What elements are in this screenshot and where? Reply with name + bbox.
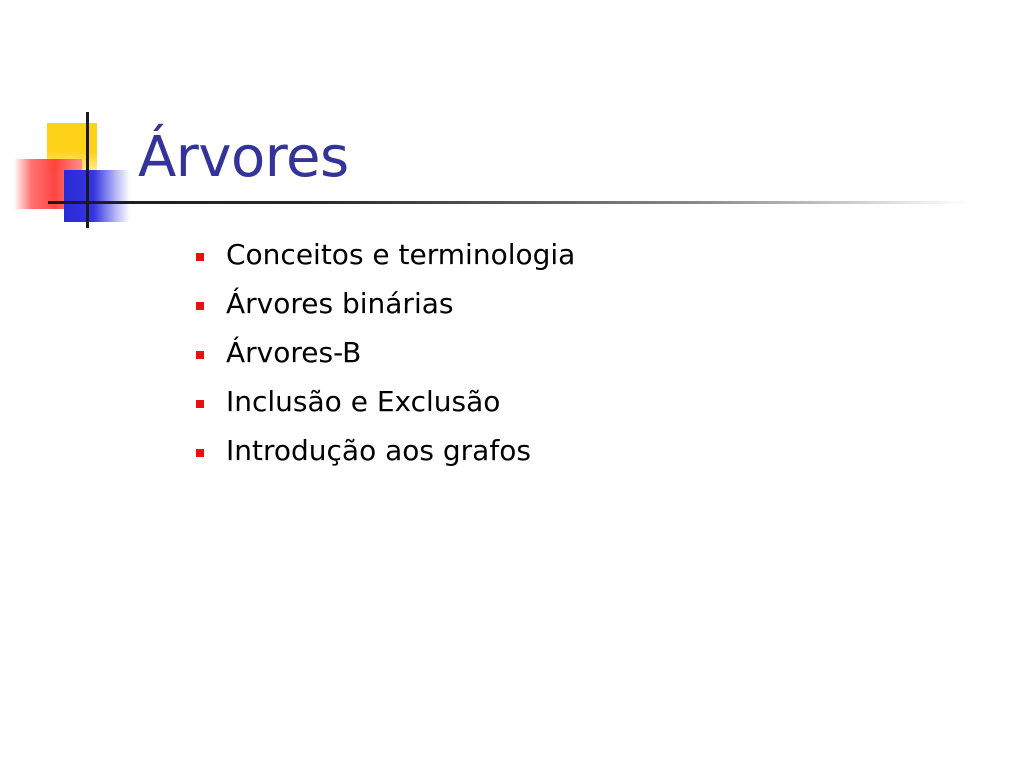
vertical-divider	[86, 112, 89, 228]
square-bullet-icon	[196, 253, 204, 261]
square-bullet-icon	[196, 302, 204, 310]
list-item	[196, 279, 575, 328]
list-item	[196, 230, 575, 279]
bullet-text: Árvores binárias	[226, 287, 454, 320]
list-item	[196, 328, 575, 377]
list-item	[196, 426, 575, 475]
square-bullet-icon	[196, 449, 204, 457]
bullet-text: Conceitos e terminologia	[226, 238, 576, 271]
square-bullet-icon	[196, 351, 204, 359]
blue-square-icon	[64, 170, 130, 222]
title-underline	[48, 201, 968, 204]
bullet-text: Inclusão e Exclusão	[226, 385, 501, 418]
bullet-list	[196, 230, 575, 475]
bullet-text: Árvores-B	[226, 336, 362, 369]
list-item	[196, 377, 575, 426]
bullet-text: Introdução aos grafos	[226, 434, 531, 467]
slide-title: Árvores	[138, 125, 349, 190]
decorative-squares-logo-icon	[0, 0, 140, 240]
square-bullet-icon	[196, 400, 204, 408]
